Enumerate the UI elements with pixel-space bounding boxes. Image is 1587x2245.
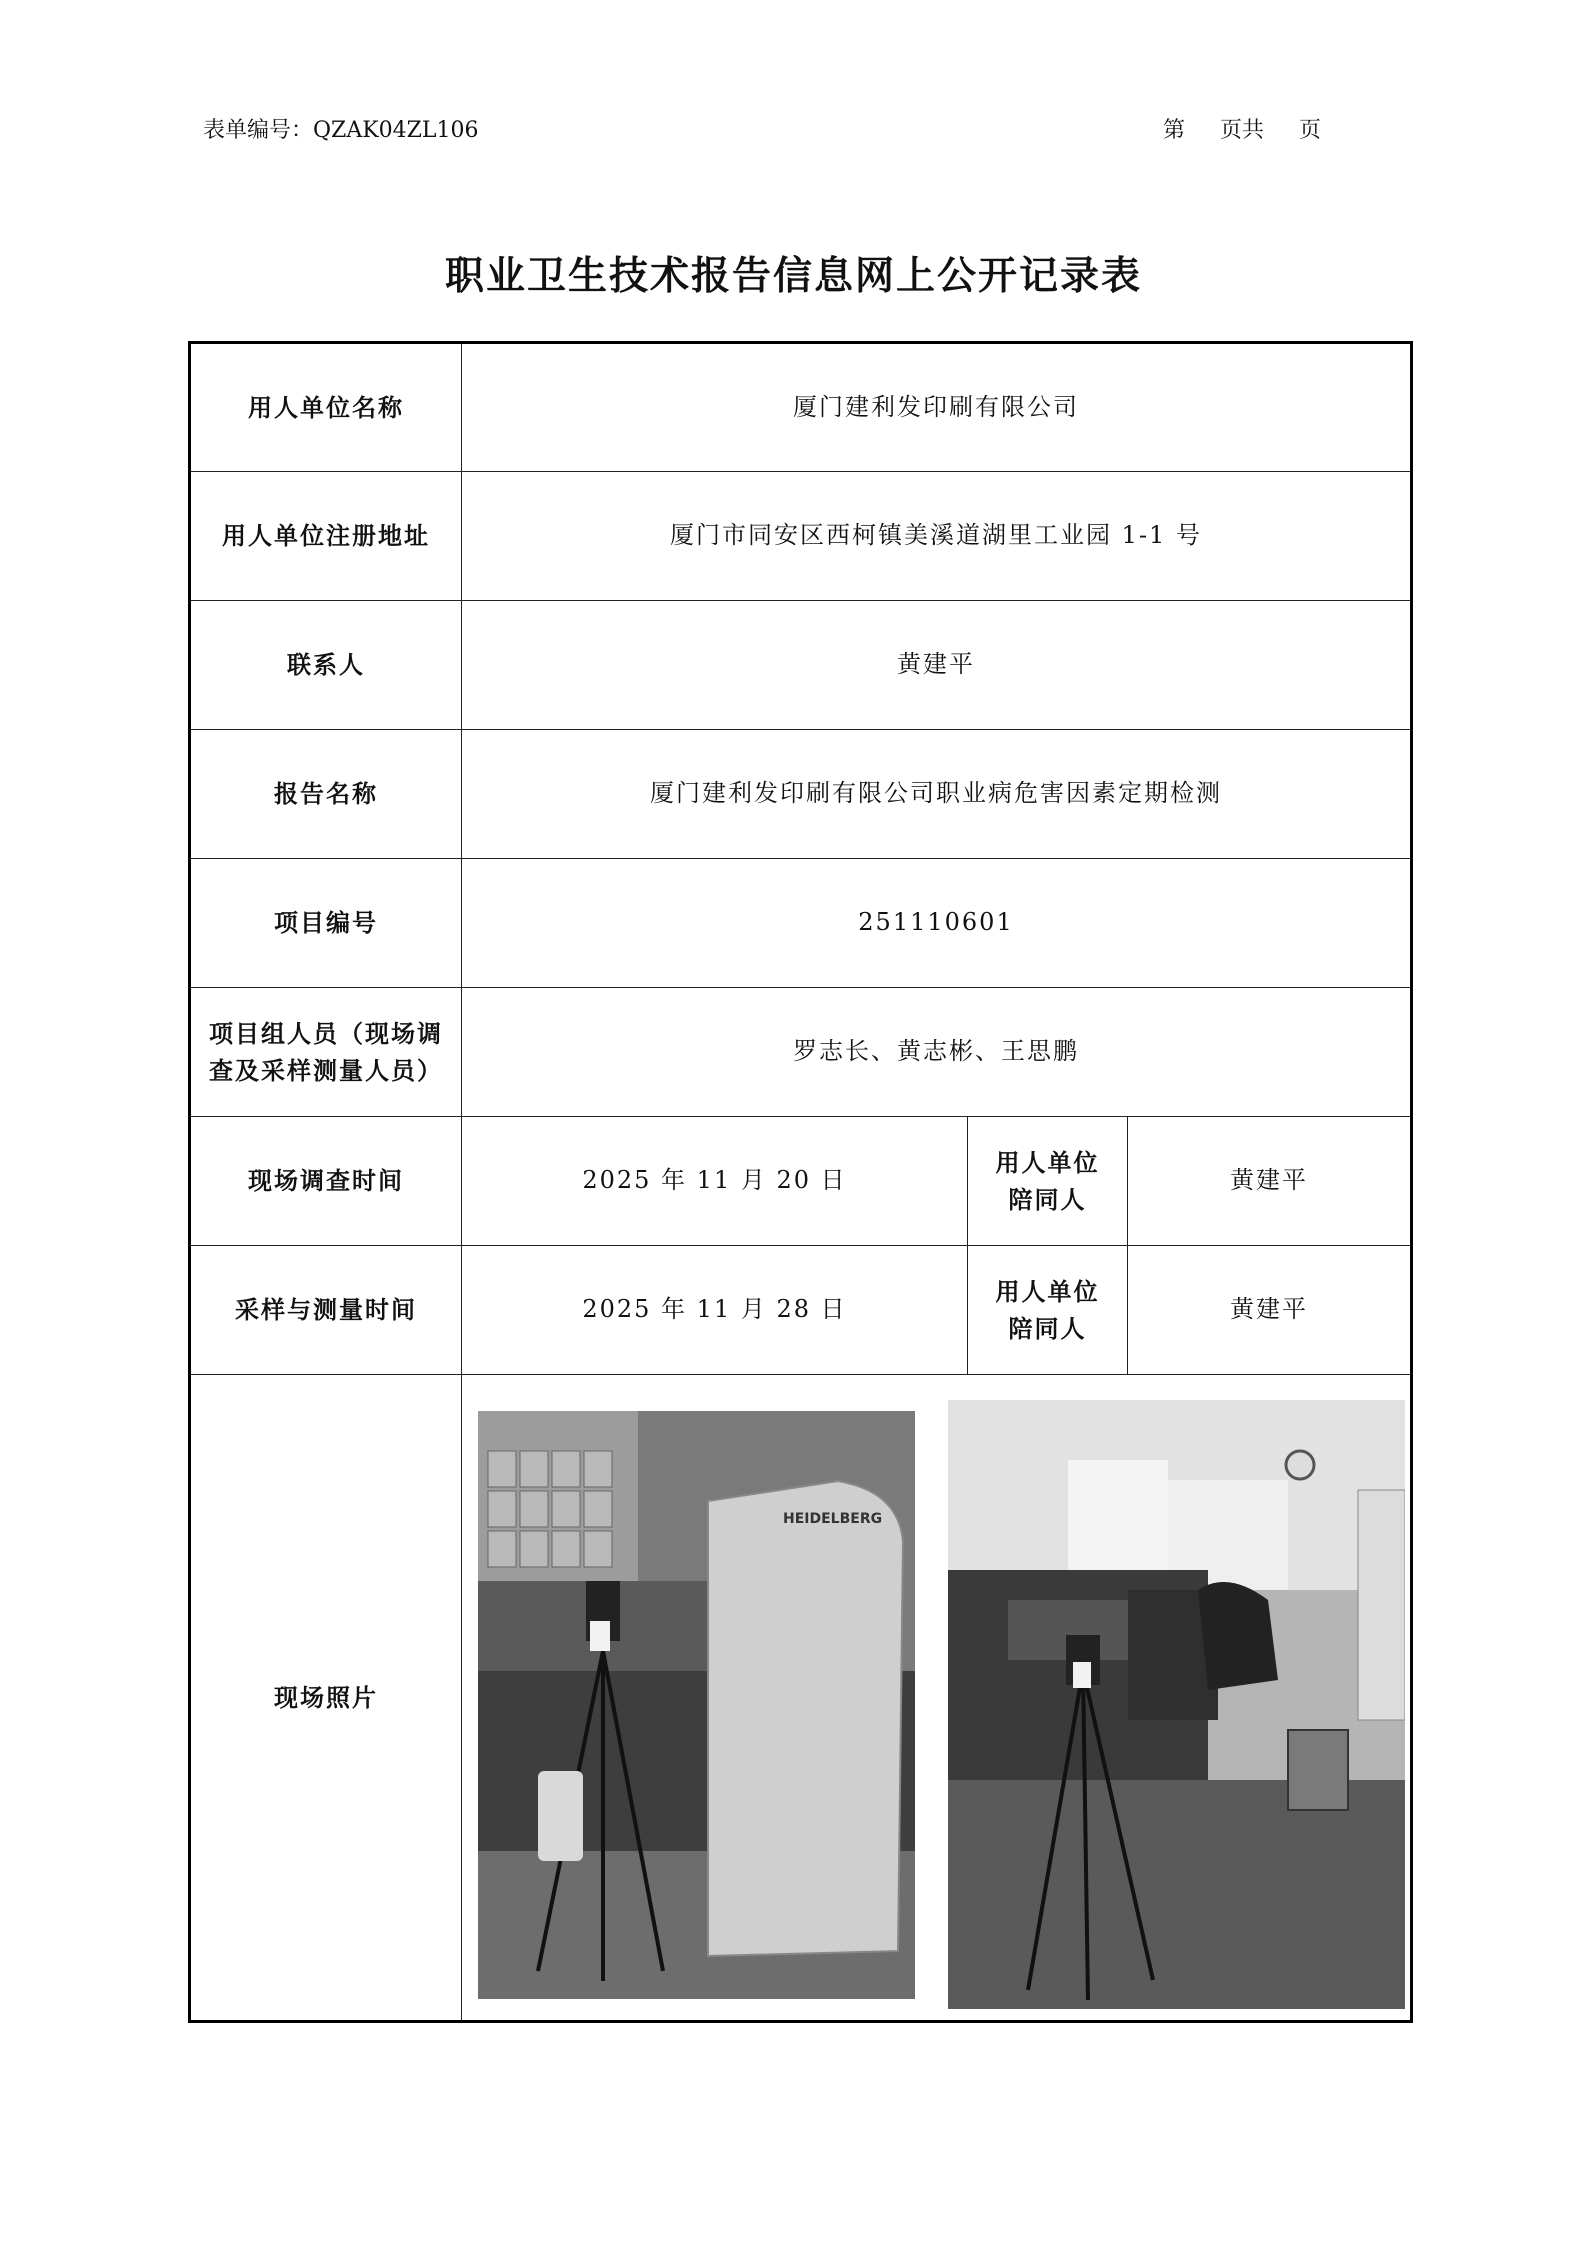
team-label-line1: 项目组人员（现场调 [209, 1018, 443, 1048]
survey-date: 2025 年 11 月 20 日 [462, 1117, 968, 1246]
team-value: 罗志长、黄志彬、王思鹏 [462, 988, 1412, 1117]
employer-address-value: 厦门市同安区西柯镇美溪道湖里工业园 1-1 号 [462, 472, 1412, 601]
survey-accompany-value: 黄建平 [1128, 1117, 1412, 1246]
photos-cell [462, 1375, 1412, 2022]
row-photos [190, 1375, 1412, 2022]
sampling-accompany-value: 黄建平 [1128, 1246, 1412, 1375]
survey-label: 现场调查时间 [190, 1117, 462, 1246]
row-survey [190, 1117, 1412, 1246]
row-report-name [190, 730, 1412, 859]
employer-name-label: 用人单位名称 [190, 343, 462, 472]
project-no-label: 项目编号 [190, 859, 462, 988]
photo1-brand-text: HEIDELBERG [783, 1511, 883, 1527]
record-table [188, 341, 1413, 2023]
photos-area [462, 1375, 1410, 2020]
sampling-accompany-label-line2: 陪同人 [1008, 1314, 1087, 1343]
project-no-value: 251110601 [462, 859, 1412, 988]
sampling-accompany-label [968, 1246, 1128, 1375]
page-info: 第 页共 页 [1163, 118, 1321, 143]
document-title: 职业卫生技术报告信息网上公开记录表 [444, 253, 1142, 299]
sampling-accompany-label-line1: 用人单位 [995, 1276, 1100, 1306]
contact-value: 黄建平 [462, 601, 1412, 730]
employer-address-label: 用人单位注册地址 [190, 472, 462, 601]
team-label [190, 988, 462, 1117]
survey-accompany-label-line2: 陪同人 [1008, 1185, 1087, 1214]
photos-label: 现场照片 [190, 1375, 462, 2022]
report-name-value: 厦门建利发印刷有限公司职业病危害因素定期检测 [462, 730, 1412, 859]
employer-name-value: 厦门建利发印刷有限公司 [462, 343, 1412, 472]
site-photo-1-drawing [478, 1411, 915, 1999]
team-label-line2: 查及采样测量人员） [209, 1056, 443, 1085]
row-employer-name [190, 343, 1412, 472]
row-sampling [190, 1246, 1412, 1375]
row-contact [190, 601, 1412, 730]
report-name-label: 报告名称 [190, 730, 462, 859]
site-photo-printing-press [478, 1411, 915, 1999]
site-photo-2-drawing [948, 1400, 1405, 2009]
form-number: 表单编号：QZAK04ZL106 [203, 118, 479, 143]
row-employer-address [190, 472, 1412, 601]
row-team [190, 988, 1412, 1117]
site-photo-workshop [948, 1400, 1405, 2009]
survey-accompany-label-line1: 用人单位 [995, 1147, 1100, 1177]
survey-accompany-label [968, 1117, 1128, 1246]
row-project-no [190, 859, 1412, 988]
sampling-date: 2025 年 11 月 28 日 [462, 1246, 968, 1375]
contact-label: 联系人 [190, 601, 462, 730]
sampling-label: 采样与测量时间 [190, 1246, 462, 1375]
